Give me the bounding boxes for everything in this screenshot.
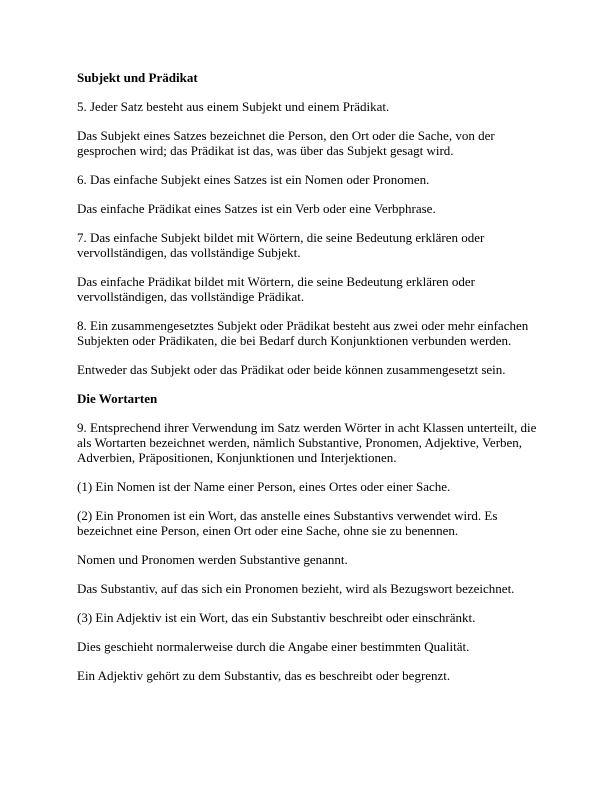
document-page bbox=[77, 70, 547, 697]
paragraph: Das Substantiv, auf das sich ein Pronomen bezieht, wird als Bezugswort bezeichnet. bbox=[77, 581, 515, 596]
paragraph: (1) Ein Nomen ist der Name einer Person, eines Ortes oder einer Sache. bbox=[77, 479, 451, 494]
paragraph: Das einfache Prädikat eines Satzes ist ein Verb oder eine Verbphrase. bbox=[77, 201, 436, 216]
paragraph: 6. Das einfache Subjekt eines Satzes ist ein Nomen oder Pronomen. bbox=[77, 172, 430, 187]
paragraph: (3) Ein Adjektiv ist ein Wort, das ein Substantiv beschreibt oder einschränkt. bbox=[77, 610, 476, 625]
paragraph: Entweder das Subjekt oder das Prädikat oder beide können zusammengesetzt sein. bbox=[77, 362, 506, 377]
paragraph: 7. Das einfache Subjekt bildet mit Wörtern, die seine Bedeutung erklären oder vervollständigen, das vollständige Subjekt. bbox=[77, 230, 485, 260]
paragraph: Nomen und Pronomen werden Substantive genannt. bbox=[77, 552, 348, 567]
paragraph: 8. Ein zusammengesetztes Subjekt oder Prädikat besteht aus zwei oder mehr einfachen Subjekten oder Prädikaten, die bei Bedarf durch Konjunktionen verbunden werden. bbox=[77, 318, 529, 348]
section-heading-parts-of-speech: Die Wortarten bbox=[77, 391, 158, 406]
paragraph: 5. Jeder Satz besteht aus einem Subjekt und einem Prädikat. bbox=[77, 99, 390, 114]
paragraph: Dies geschieht normalerweise durch die Angabe einer bestimmten Qualität. bbox=[77, 639, 470, 654]
section-heading-subject-predicate: Subjekt und Prädikat bbox=[77, 70, 198, 85]
paragraph: Das einfache Prädikat bildet mit Wörtern, die seine Bedeutung erklären oder vervollständigen, das vollständige Prädikat. bbox=[77, 274, 475, 304]
paragraph: (2) Ein Pronomen ist ein Wort, das anstelle eines Substantivs verwendet wird. Es bezeichnet eine Person, einen Ort oder eine Sache, ohne sie zu benennen. bbox=[77, 508, 498, 538]
paragraph: Das Subjekt eines Satzes bezeichnet die Person, den Ort oder die Sache, von der gesprochen wird; das Prädikat ist das, was über das Subjekt gesagt wird. bbox=[77, 128, 495, 158]
paragraph: Ein Adjektiv gehört zu dem Substantiv, das es beschreibt oder begrenzt. bbox=[77, 668, 451, 683]
paragraph: 9. Entsprechend ihrer Verwendung im Satz werden Wörter in acht Klassen unterteilt, die als Wortarten bezeichnet werden, nämlich Substantive, Pronomen, Adjektive, Verben, Adverbien, Präpositionen, Konjunktionen und Interjektionen. bbox=[77, 420, 537, 465]
